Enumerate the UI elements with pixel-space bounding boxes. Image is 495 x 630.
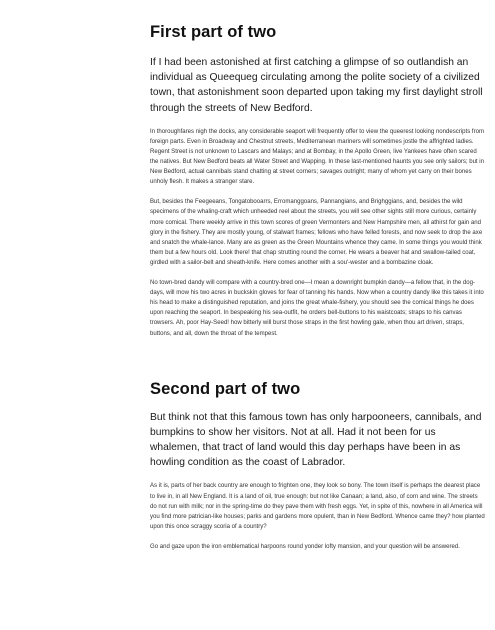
section-1-paragraph-2: But, besides the Feegeeans, Tongatobooarrs, Erromanggoans, Pannangians, and Brighggians, and, besides the wild specimens of the whaling-craft which unheeded reel about the streets, you will see other sights still more curious, certainly more comical. There weekly arrive in this town scores of green Vermonters and New Hampshire men, all athirst for gain and glory in the fishery. They are mostly young, of stalwart frames; fellows who have felled forests, and now seek to drop the axe and snatch the whale-lance. Many are as green as the Green Mountains whence they came. In some things you would think them but a few hours old. Look there! that chap strutting round the corner. He wears a beaver hat and swallow-tailed coat, girdled with a sailor-belt and sheath-knife. Here comes another with a sou'-wester and a bombazine cloak.: [150, 199, 483, 266]
section-2-paragraph-1: As it is, parts of her back country are enough to frighten one, they look so bony. The town itself is perhaps the dearest place to live in, in all New England. It is a land of oil, true enough: but not like Canaan; a land, also, of corn and wine. The streets do not run with milk; nor in the spring-time do they pave them with fresh eggs. Yet, in spite of this, nowhere in all America will you find more patrician-like houses; parks and gardens more opulent, than in New Bedford. Whence came they? how planted upon this once scraggy scoria of a country?: [150, 483, 485, 530]
article: [150, 0, 485, 552]
section-1-paragraph-3: No town-bred dandy will compare with a country-bred one—I mean a downright bumpkin dandy—a fellow that, in the dog-days, will mow his two acres in buckskin gloves for fear of tanning his hands. Now when a country dandy like this takes it into his head to make a distinguished reputation, and joins the great whale-fishery, you should see the comical things he does upon reaching the seaport. In bespeaking his sea-outfit, he orders bell-buttons to his waistcoats; straps to his canvas trowsers. Ah, poor Hay-Seed! how bitterly will burst those straps in the first howling gale, when thou art driven, straps, buttons, and all, down the throat of the tempest.: [150, 280, 484, 337]
section-2-lead: But think not that this famous town has only harpooneers, cannibals, and bumpkins to show her visitors. Not at all. Had it not been for us whalemen, that tract of land would this day perhaps have been in as howling condition as the coast of Labrador.: [150, 411, 482, 469]
section-1-title: First part of two: [150, 23, 277, 41]
section-1-paragraph-1: In thoroughfares nigh the docks, any considerable seaport will frequently offer to view the queerest looking nondescripts from foreign parts. Even in Broadway and Chestnut streets, Mediterranean mariners will sometimes jostle the affrighted ladies. Regent Street is not unknown to Lascars and Malays; and at Bombay, in the Apollo Green, live Yankees have often scared the natives. But New Bedford beats all Water Street and Wapping. In these last-mentioned haunts you see only sailors; but in New Bedford, actual cannibals stand chatting at street corners; savages outright; many of whom yet carry on their bones unholy flesh. It makes a stranger stare.: [150, 128, 485, 186]
section-1-lead: If I had been astonished at first catching a glimpse of so outlandish an individual as Queequeg circulating among the polite society of a civilized town, that astonishment soon departed upon taking my first daylight stroll through the streets of New Bedford.: [150, 57, 483, 114]
section-2-title: Second part of two: [150, 379, 301, 398]
section-2-paragraph-2: Go and gaze upon the iron emblematical harpoons round yonder lofty mansion, and your question will be answered.: [150, 543, 460, 550]
